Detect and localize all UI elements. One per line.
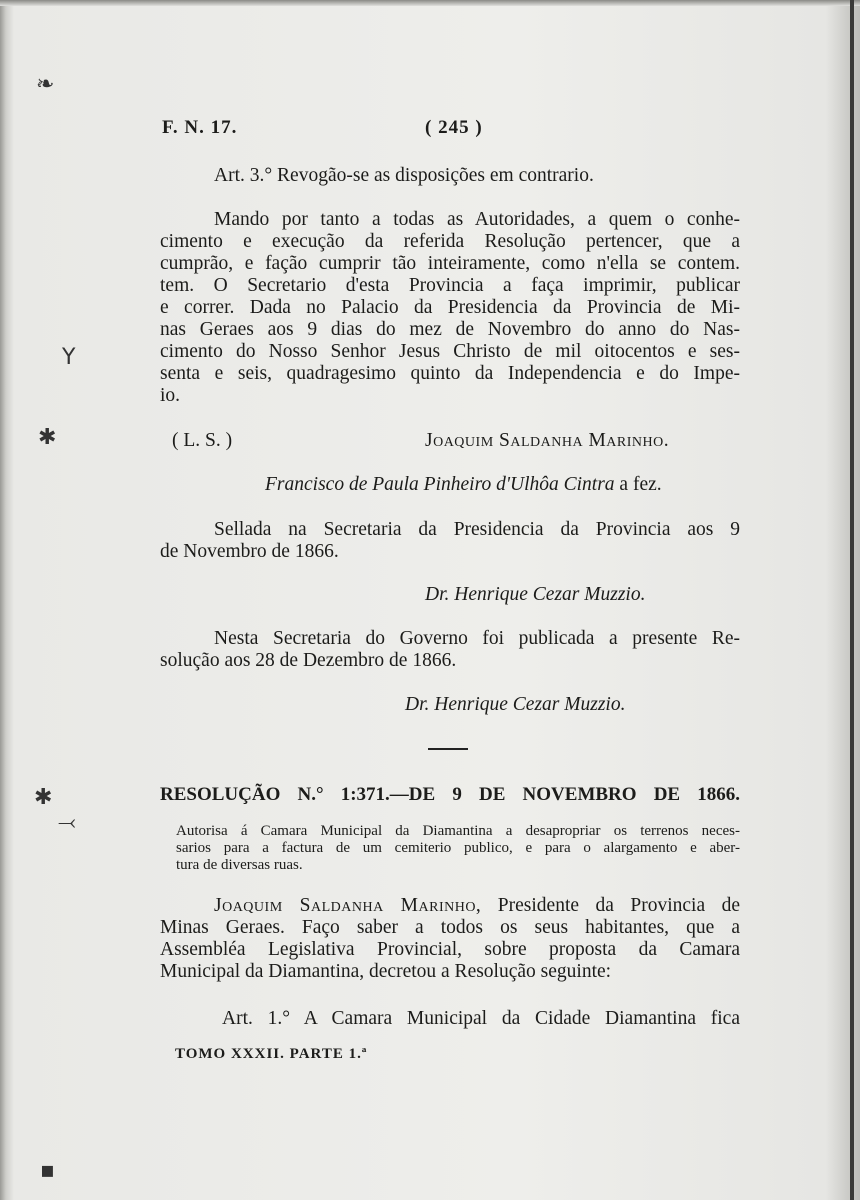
page-top-edge <box>0 0 860 6</box>
intro-line: Assembléa Legislativa Provincial, sobre proposta da Camara <box>160 939 740 960</box>
paragraph-line: nas Geraes aos 9 dias do mez de Novembro do anno do Nas- <box>160 319 740 340</box>
publication-line: Nesta Secretaria do Governo foi publicada a presente Re- <box>214 628 740 649</box>
clerk-suffix: a fez. <box>619 474 662 495</box>
intro-name: Joaquim Saldanha Marinho, <box>214 895 482 916</box>
paragraph-line: cimento do Nosso Senhor Jesus Christo de mil oitocentos e ses- <box>160 341 740 362</box>
paragraph-line: cimento e execução da referida Resolução pertencer, que a <box>160 231 740 252</box>
secretary-signature: Dr. Henrique Cezar Muzzio. <box>425 584 646 605</box>
margin-mark: ❧ <box>36 72 55 97</box>
margin-mark: ▪ <box>40 1158 55 1183</box>
summary-line: Autorisa á Camara Municipal da Diamantina a desapropriar os terrenos neces- <box>176 823 740 839</box>
margin-mark: Y <box>62 345 76 370</box>
paragraph-line: e correr. Dada no Palacio da Presidencia da Provincia de Mi- <box>160 297 740 318</box>
publication-signature: Dr. Henrique Cezar Muzzio. <box>405 694 626 715</box>
paragraph-line: senta e seis, quadragesimo quinto da Independencia e do Impe- <box>160 363 740 384</box>
sealed-line: de Novembro de 1866. <box>160 541 339 562</box>
volume-signature: TOMO XXXII. PARTE 1.ª <box>175 1046 368 1062</box>
intro-text: Presidente da Provincia de <box>497 895 740 916</box>
page-number: ( 245 ) <box>425 117 483 138</box>
margin-mark: ⤙ <box>58 810 76 835</box>
paragraph-line: tem. O Secretario d'esta Provincia a faça imprimir, publicar <box>160 275 740 296</box>
intro-line: Minas Geraes. Faço saber a todos os seus habitantes, que a <box>160 917 740 938</box>
paragraph-line: cumprão, e fação cumprir tão inteiramente, como n'ella se contem. <box>160 253 740 274</box>
article-1: Art. 1.° A Camara Municipal da Cidade Diamantina fica <box>222 1008 740 1029</box>
intro-line: Municipal da Diamantina, decretou a Resolução seguinte: <box>160 961 612 982</box>
sealed-line: Sellada na Secretaria da Presidencia da Provincia aos 9 <box>214 519 740 540</box>
paragraph-line: io. <box>160 385 181 406</box>
signatory-name: Joaquim Saldanha Marinho. <box>425 430 670 451</box>
article-3: Art. 3.° Revogão-se as disposições em contrario. <box>214 165 594 186</box>
page-right-edge <box>850 0 854 1200</box>
running-header: F. N. 17. <box>162 117 238 138</box>
clerk-name: Francisco de Paula Pinheiro d'Ulhôa Cintra <box>265 474 615 495</box>
resolution-title: RESOLUÇÃO N.° 1:371.—DE 9 DE NOVEMBRO DE 1866. <box>160 784 740 805</box>
clerk-line <box>265 474 662 495</box>
resolution-intro-first <box>214 895 740 916</box>
summary-line: tura de diversas ruas. <box>176 857 303 873</box>
publication-line: solução aos 28 de Dezembro de 1866. <box>160 650 457 671</box>
seal-mark: ( L. S. ) <box>172 430 233 451</box>
margin-mark: ✱ <box>38 425 57 450</box>
margin-mark: ✱ <box>34 785 53 810</box>
section-divider <box>428 748 468 750</box>
paragraph-line: Mando por tanto a todas as Autoridades, a quem o conhe- <box>214 209 740 230</box>
summary-line: sarios para a factura de um cemiterio publico, e para o alargamento e aber- <box>176 840 740 856</box>
